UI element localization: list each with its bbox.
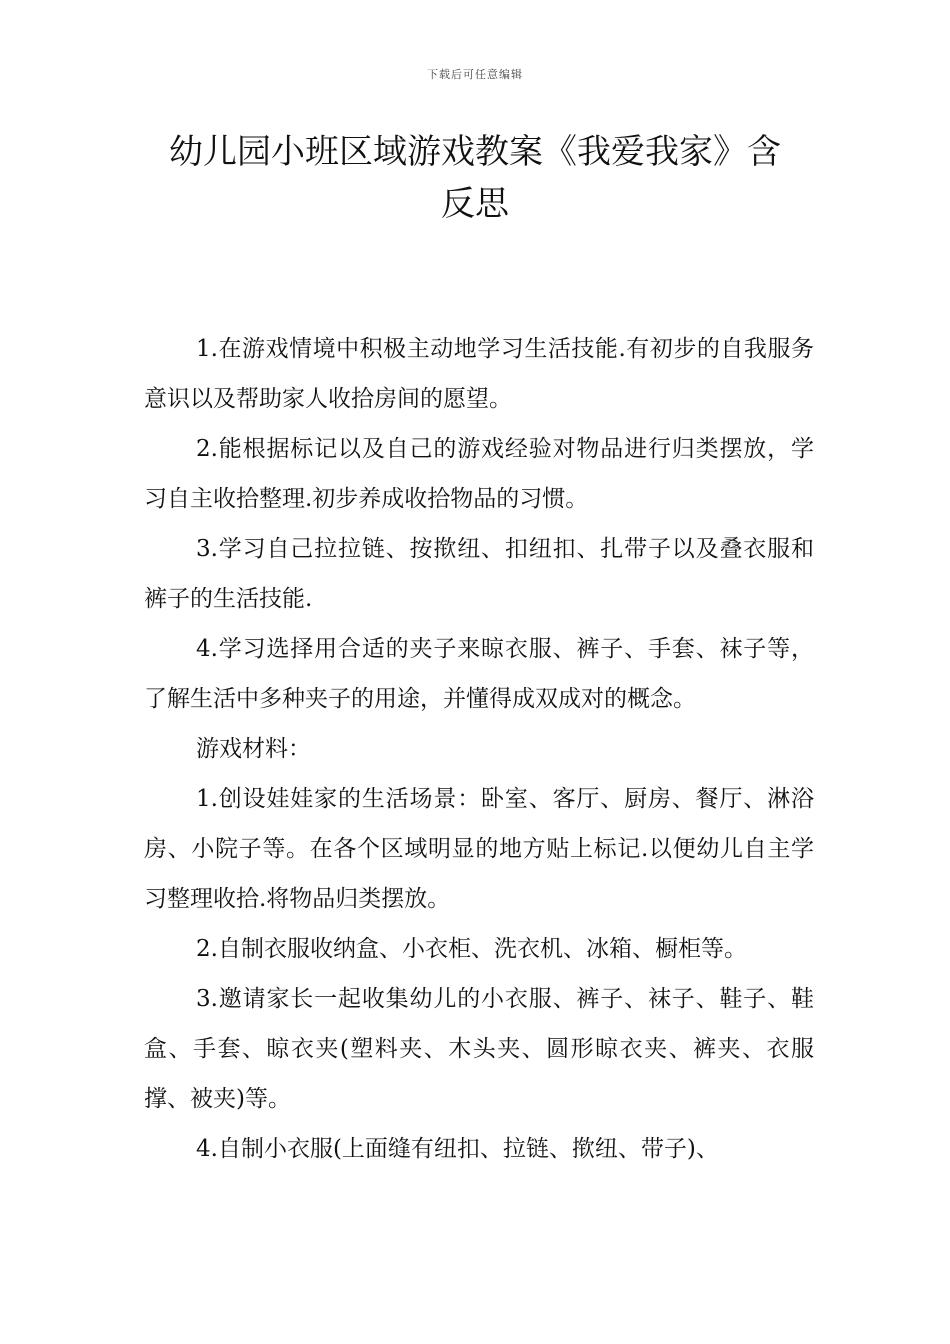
paragraph-goal-3: 3.学习自己拉拉链、按揿纽、扣纽扣、扎带子以及叠衣服和裤子的生活技能. (144, 536, 814, 612)
paragraph-goal-4: 4.学习选择用合适的夹子来晾衣服、裤子、手套、袜子等，了解生活中多种夹子的用途，并懂得成双成对的概念。 (144, 636, 814, 712)
paragraph-material-3: 3.邀请家长一起收集幼儿的小衣服、裤子、袜子、鞋子、鞋盒、手套、晾衣夹(塑料夹、木头夹、圆形晾衣夹、裤夹、衣服撑、被夹)等。 (144, 986, 814, 1112)
paragraph-material-4: 4.自制小衣服(上面缝有纽扣、拉链、揿纽、带子)、 (196, 1136, 719, 1162)
section-heading-materials: 游戏材料： (196, 736, 311, 762)
paragraph-material-1: 1.创设娃娃家的生活场景：卧室、客厅、厨房、餐厅、淋浴房、小院子等。在各个区域明显的地方贴上标记.以便幼儿自主学习整理收拾.将物品归类摆放。 (144, 786, 814, 912)
paragraph-material-2: 2.自制衣服收纳盒、小衣柜、洗衣机、冰箱、橱柜等。 (196, 936, 747, 962)
document-title (140, 126, 810, 230)
paragraph-goal-2: 2.能根据标记以及自己的游戏经验对物品进行归类摆放，学习自主收拾整理.初步养成收拾物品的习惯。 (144, 436, 814, 512)
title-line-2: 反思 (441, 184, 509, 224)
paragraph-goal-1: 1.在游戏情境中积极主动地学习生活技能.有初步的自我服务意识以及帮助家人收拾房间的愿望。 (144, 336, 814, 412)
document-body (144, 324, 814, 1174)
title-line-1: 幼儿园小班区域游戏教案《我爱我家》含 (169, 132, 781, 172)
header-note: 下载后可任意编辑 (427, 68, 523, 81)
